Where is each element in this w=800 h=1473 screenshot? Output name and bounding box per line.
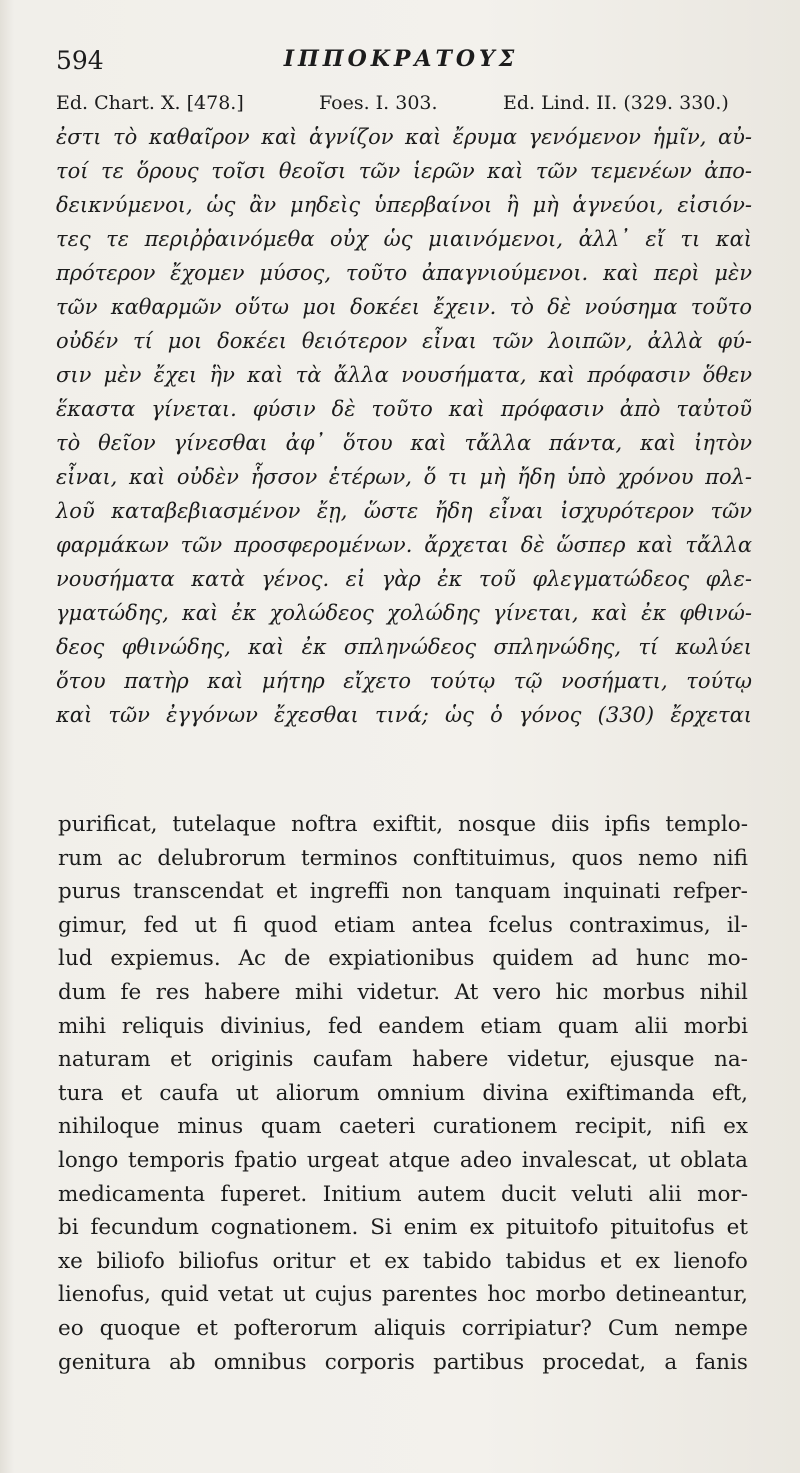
greek-line: πρότερον ἔχομεν μύσος, τοῦτο ἀπαγνιούμενοι. καὶ περὶ μὲν (56, 261, 752, 285)
greek-line: φαρμάκων τῶν προσφερομένων. ἄρχεται δὲ ὥσπερ καὶ τἄλλα (56, 533, 752, 557)
greek-line: εἶναι, καὶ οὐδὲν ἧσσον ἑτέρων, ὅ τι μὴ ἤδη ὑπὸ χρόνου πολ- (56, 465, 752, 489)
greek-line: ὅτου πατὴρ καὶ μήτηρ εἴχετο τούτῳ τῷ νοσήματι, τούτῳ (56, 669, 752, 693)
greek-line: ἐστι τὸ καθαῖρον καὶ ἁγνίζον καὶ ἔρυμα γενόμενον ἡμῖν, αὐ- (56, 125, 752, 149)
latin-line: eo quoque et pofterorum aliquis corripiatur? Cum nempe (58, 1315, 748, 1341)
latin-line: bi fecundum cognationem. Si enim ex pituitofo pituitofus et (58, 1215, 748, 1241)
latin-line: medicamenta fuperet. Initium autem ducit veluti alii mor- (58, 1181, 748, 1207)
latin-line: gimur, fed ut fi quod etiam antea fcelus contraximus, il- (58, 912, 748, 938)
latin-line: lud expiemus. Ac de expiationibus quidem ad hunc mo- (58, 946, 748, 972)
greek-line: γματώδης, καὶ ἐκ χολώδεος χολώδης γίνεται, καὶ ἐκ φθινώ- (56, 601, 752, 625)
greek-line: τοί τε ὅρους τοῖσι θεοῖσι τῶν ἱερῶν καὶ τῶν τεμενέων ἀπο- (56, 159, 752, 183)
latin-line: xe biliofo biliofus oritur et ex tabido tabidus et ex lienofo (58, 1248, 748, 1274)
running-title: ΙΠΠΟΚΡΑΤΟΥΣ (283, 46, 519, 72)
latin-line: mihi reliquis divinius, fed eandem etiam quam alii morbi (58, 1013, 748, 1039)
page-number: 594 (56, 46, 104, 75)
edition-lind-ref: Ed. Lind. II. (329. 330.) (503, 92, 729, 114)
greek-line: οὐδέν τί μοι δοκέει θειότερον εἶναι τῶν λοιπῶν, ἀλλὰ φύ- (56, 329, 752, 353)
latin-line: rum ac delubrorum terminos conftituimus, quos nemo nifi (58, 845, 748, 871)
latin-line: purus transcendat et ingreffi non tanquam inquinati refper- (58, 879, 748, 905)
greek-line: ἕκαστα γίνεται. φύσιν δὲ τοῦτο καὶ πρόφασιν ἀπὸ ταὐτοῦ (56, 397, 752, 421)
latin-line: purificat, tutelaque noftra exiftit, nosque diis ipfis templo- (58, 812, 748, 837)
latin-line: tura et caufa ut aliorum omnium divina exiftimanda eft, (58, 1080, 748, 1106)
edition-references (56, 92, 756, 120)
greek-line: λοῦ καταβεβιασμένον ἔῃ, ὥστε ἤδη εἶναι ἰσχυρότερον τῶν (56, 499, 752, 523)
latin-line: nihiloque minus quam caeteri curationem recipit, nifi ex (58, 1114, 748, 1140)
greek-line: δεικνύμενοι, ὡς ἂν μηδεὶς ὑπερβαίνοι ἢ μὴ ἁγνεύοι, εἰσιόν- (56, 193, 752, 217)
greek-line: σιν μὲν ἔχει ἣν καὶ τὰ ἄλλα νουσήματα, καὶ πρόφασιν ὅθεν (56, 363, 752, 387)
latin-line: genitura ab omnibus corporis partibus procedat, a fanis (58, 1349, 748, 1375)
greek-text-block (56, 120, 752, 732)
greek-line: καὶ τῶν ἐγγόνων ἔχεσθαι τινά; ὡς ὁ γόνος (330) ἔρχεται (56, 703, 752, 727)
greek-line: τες τε περιῤῥαινόμεθα οὐχ ὡς μιαινόμενοι, ἀλλ᾽ εἴ τι καὶ (56, 227, 752, 251)
greek-line: νουσήματα κατὰ γένος. εἰ γὰρ ἐκ τοῦ φλεγματώδεος φλε- (56, 567, 752, 591)
greek-line: τὸ θεῖον γίνεσθαι ἀφ᾽ ὅτου καὶ τἄλλα πάντα, καὶ ἰητὸν (56, 431, 752, 455)
latin-line: lienofus, quid vetat ut cujus parentes hoc morbo detineantur, (58, 1282, 748, 1308)
greek-line: τῶν καθαρμῶν οὕτω μοι δοκέει ἔχειν. τὸ δὲ νούσημα τοῦτο (56, 295, 752, 319)
greek-line: δεος φθινώδης, καὶ ἐκ σπληνώδεος σπληνώδης, τί κωλύει (56, 635, 752, 659)
edition-chart-ref: Ed. Chart. X. [478.] (56, 92, 244, 114)
latin-line: naturam et originis caufam habere videtur, ejusque na- (58, 1047, 748, 1073)
page-header (56, 46, 746, 80)
latin-line: dum fe res habere mihi videtur. At vero hic morbus nihil (58, 979, 748, 1005)
latin-line: longo temporis fpatio urgeat atque adeo invalescat, ut oblata (58, 1147, 748, 1173)
edition-foes-ref: Foes. I. 303. (319, 92, 438, 114)
latin-text-block (58, 808, 748, 1379)
